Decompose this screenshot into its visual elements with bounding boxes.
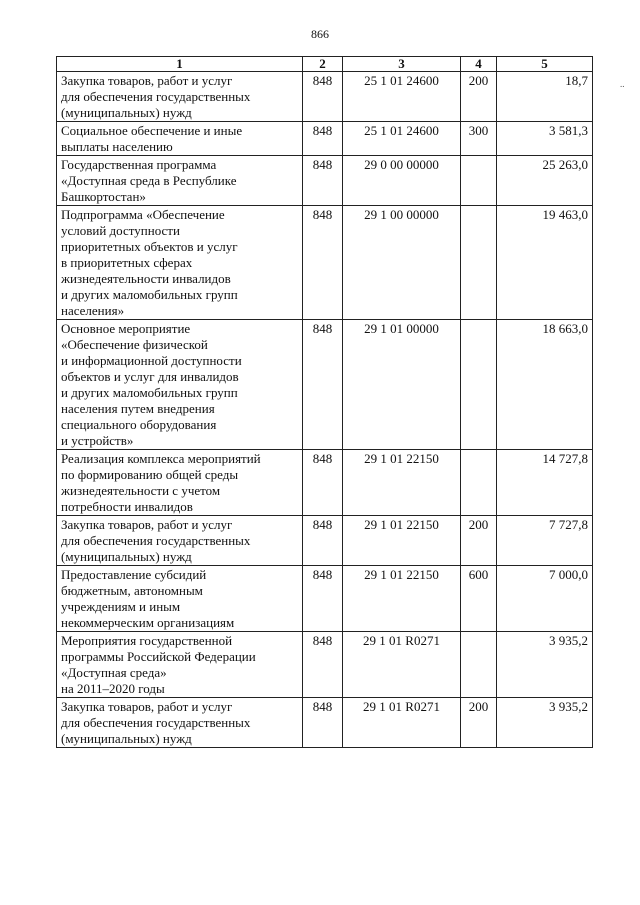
row-code-cell: 29 1 01 00000 [343, 320, 461, 450]
row-type-cell [461, 156, 497, 206]
column-header-1: 1 [57, 57, 303, 72]
table-row [57, 566, 593, 632]
row-amount-cell: 3 935,2 [497, 698, 593, 748]
column-header-5: 5 [497, 57, 593, 72]
row-ministry-cell: 848 [303, 566, 343, 632]
row-amount-cell: 19 463,0 [497, 206, 593, 320]
row-name-cell: Закупка товаров, работ и услуг для обеспечения государственных (муниципальных) нужд [57, 516, 303, 566]
column-header-4: 4 [461, 57, 497, 72]
row-code-cell: 29 1 00 00000 [343, 206, 461, 320]
row-amount-cell: 3 935,2 [497, 632, 593, 698]
row-code-cell: 29 1 01 R0271 [343, 632, 461, 698]
row-code-cell: 29 1 01 22150 [343, 450, 461, 516]
table-row [57, 156, 593, 206]
row-amount-cell: 25 263,0 [497, 156, 593, 206]
table-row [57, 206, 593, 320]
row-type-cell: 200 [461, 698, 497, 748]
row-type-cell [461, 632, 497, 698]
row-amount-cell: 18 663,0 [497, 320, 593, 450]
row-name-cell: Социальное обеспечение и иные выплаты населению [57, 122, 303, 156]
header-row [57, 57, 593, 72]
row-ministry-cell: 848 [303, 320, 343, 450]
page-number: 866 [311, 27, 329, 41]
table-row [57, 450, 593, 516]
row-name-cell: Закупка товаров, работ и услуг для обеспечения государственных (муниципальных) нужд [57, 698, 303, 748]
table-row [57, 320, 593, 450]
row-ministry-cell: 848 [303, 206, 343, 320]
row-ministry-cell: 848 [303, 156, 343, 206]
row-ministry-cell: 848 [303, 516, 343, 566]
row-name-cell: Предоставление субсидий бюджетным, автономным учреждениям и иным некоммерческим организациям [57, 566, 303, 632]
row-type-cell: 600 [461, 566, 497, 632]
row-amount-cell: 3 581,3 [497, 122, 593, 156]
row-type-cell [461, 450, 497, 516]
row-code-cell: 25 1 01 24600 [343, 122, 461, 156]
margin-mark: .. [620, 79, 625, 89]
row-code-cell: 29 1 01 R0271 [343, 698, 461, 748]
row-name-cell: Основное мероприятие «Обеспечение физической и информационной доступности объектов и услуг для инвалидов и других маломобильных групп населения путем внедрения специального оборудования и устройств» [57, 320, 303, 450]
table-row [57, 122, 593, 156]
row-amount-cell: 18,7 [497, 72, 593, 122]
row-name-cell: Государственная программа «Доступная среда в Республике Башкортостан» [57, 156, 303, 206]
row-code-cell: 25 1 01 24600 [343, 72, 461, 122]
row-type-cell [461, 320, 497, 450]
row-type-cell: 300 [461, 122, 497, 156]
table-row [57, 698, 593, 748]
row-name-cell: Подпрограмма «Обеспечение условий доступности приоритетных объектов и услуг в приоритетных сферах жизнедеятельности инвалидов и других маломобильных групп населения» [57, 206, 303, 320]
table-row [57, 72, 593, 122]
row-code-cell: 29 1 01 22150 [343, 516, 461, 566]
row-amount-cell: 7 000,0 [497, 566, 593, 632]
table-row [57, 516, 593, 566]
row-name-cell: Мероприятия государственной программы Российской Федерации «Доступная среда» на 2011–2020 годы [57, 632, 303, 698]
row-name-cell: Реализация комплекса мероприятий по формированию общей среды жизнедеятельности с учетом потребности инвалидов [57, 450, 303, 516]
row-name-cell: Закупка товаров, работ и услуг для обеспечения государственных (муниципальных) нужд [57, 72, 303, 122]
row-ministry-cell: 848 [303, 450, 343, 516]
row-ministry-cell: 848 [303, 632, 343, 698]
row-type-cell [461, 206, 497, 320]
row-amount-cell: 14 727,8 [497, 450, 593, 516]
row-ministry-cell: 848 [303, 698, 343, 748]
row-type-cell: 200 [461, 72, 497, 122]
column-header-2: 2 [303, 57, 343, 72]
row-ministry-cell: 848 [303, 72, 343, 122]
column-header-3: 3 [343, 57, 461, 72]
row-code-cell: 29 1 01 22150 [343, 566, 461, 632]
row-amount-cell: 7 727,8 [497, 516, 593, 566]
row-ministry-cell: 848 [303, 122, 343, 156]
table-row [57, 632, 593, 698]
row-type-cell: 200 [461, 516, 497, 566]
budget-table [56, 56, 593, 748]
row-code-cell: 29 0 00 00000 [343, 156, 461, 206]
